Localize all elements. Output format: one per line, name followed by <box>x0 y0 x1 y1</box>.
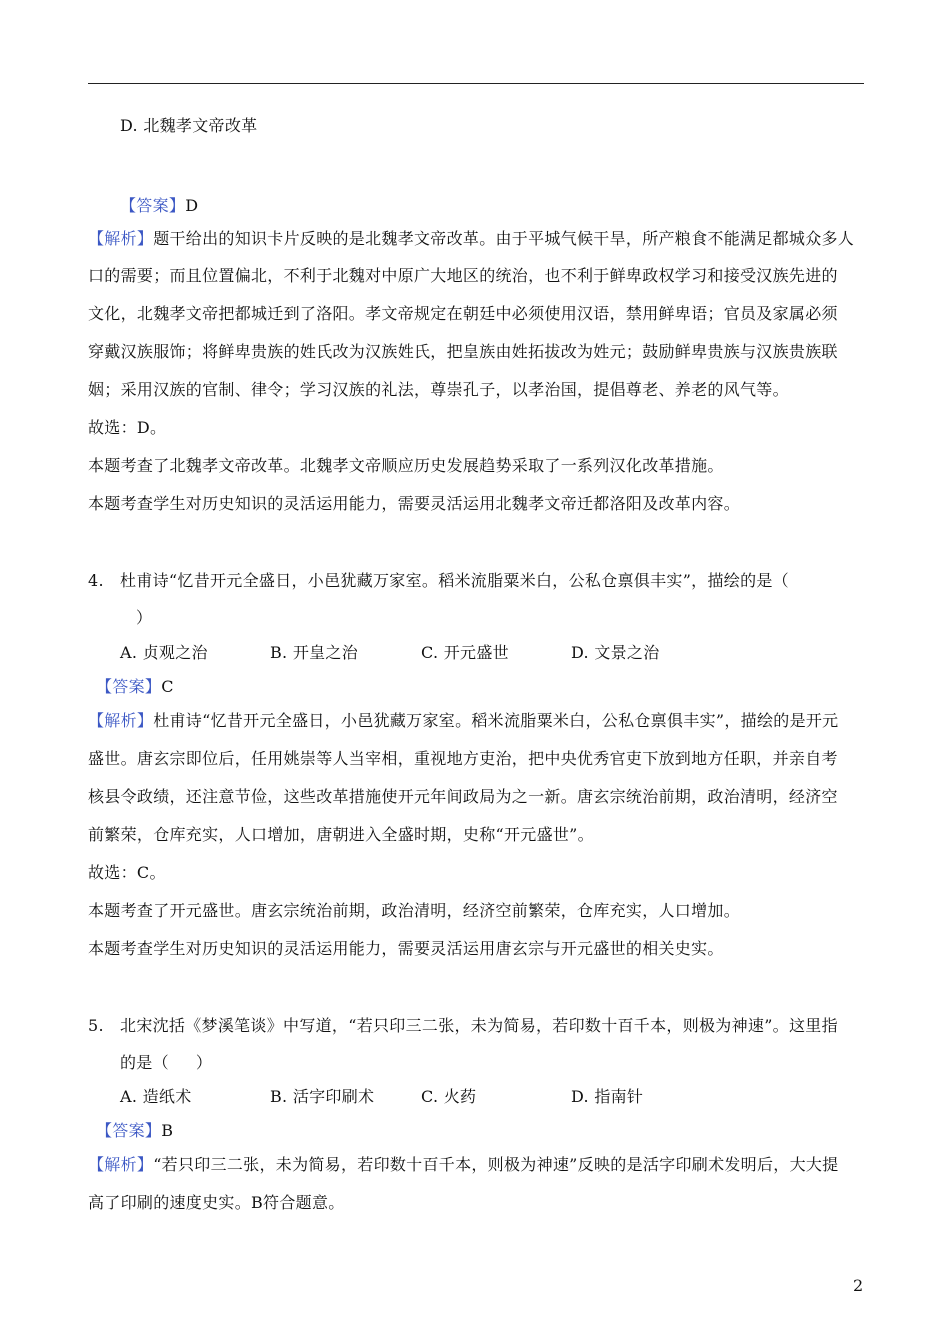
q5-option-a: A. 造纸术 <box>120 1087 192 1106</box>
q5-stem: 5. 北宋沈括《梦溪笔谈》中写道，“若只印三二张，未为简易，若印数十百千本，则极为神速”。这里指 <box>88 1016 838 1035</box>
analysis-tag: 【解析】 <box>88 711 154 730</box>
q3-analysis-line: 口的需要；而且位置偏北，不利于北魏对中原广大地区的统治，也不利于鲜卑政权学习和接受汉族先进的 <box>88 266 838 285</box>
analysis-tag: 【解析】 <box>88 229 154 248</box>
analysis-text: “若只印三二张，未为简易，若印数十百千本，则极为神速”反映的是活字印刷术发明后，大大提 <box>153 1155 839 1174</box>
q5-answer <box>96 1121 173 1141</box>
analysis-text: 题干给出的知识卡片反映的是北魏孝文帝改革。由于平城气候干旱，所产粮食不能满足都城众多人 <box>153 229 855 248</box>
q3-answer <box>120 196 198 216</box>
q3-summary: 本题考查了北魏孝文帝改革。北魏孝文帝顺应历史发展趋势采取了一系列汉化改革措施。 <box>88 456 724 475</box>
analysis-tag: 【解析】 <box>88 1155 154 1174</box>
answer-value: D <box>185 196 199 215</box>
answer-value: B <box>161 1121 174 1140</box>
q3-choose: 故选：D。 <box>88 418 167 437</box>
q5-option-c: C. 火药 <box>421 1087 477 1106</box>
q4-analysis-line: 前繁荣，仓库充实，人口增加，唐朝进入全盛时期，史称“开元盛世”。 <box>88 825 594 844</box>
answer-tag: 【答案】 <box>120 196 186 215</box>
q3-analysis-line <box>88 229 854 249</box>
q4-choose: 故选：C。 <box>88 863 166 882</box>
q3-summary: 本题考查学生对历史知识的灵活运用能力，需要灵活运用北魏孝文帝迁都洛阳及改革内容。 <box>88 494 741 513</box>
q4-stem-cont: ） <box>136 608 153 627</box>
q4-summary: 本题考查了开元盛世。唐玄宗统治前期，政治清明，经济空前繁荣，仓库充实，人口增加。 <box>88 901 741 920</box>
q5-analysis-line: 高了印刷的速度史实。B符合题意。 <box>88 1193 345 1212</box>
q4-analysis-line <box>88 711 838 731</box>
q3-analysis-line: 文化，北魏孝文帝把都城迁到了洛阳。孝文帝规定在朝廷中必须使用汉语，禁用鲜卑语；官员及家属必须 <box>88 304 838 323</box>
q4-option-d: D. 文景之治 <box>571 643 660 662</box>
q4-summary: 本题考查学生对历史知识的灵活运用能力，需要灵活运用唐玄宗与开元盛世的相关史实。 <box>88 939 724 958</box>
q4-analysis-line: 核县令政绩，还注意节俭，这些改革措施使开元年间政局为之一新。唐玄宗统治前期，政治清明，经济空 <box>88 787 838 806</box>
header-rule <box>88 83 864 84</box>
q5-stem-cont: 的是（ ） <box>120 1053 213 1072</box>
q4-option-b: B. 开皇之治 <box>270 643 359 662</box>
q4-analysis-line: 盛世。唐玄宗即位后，任用姚崇等人当宰相，重视地方吏治，把中央优秀官吏下放到地方任职，并亲自考 <box>88 749 838 768</box>
q5-analysis-line <box>88 1155 838 1175</box>
answer-tag: 【答案】 <box>96 1121 162 1140</box>
q4-stem: 4. 杜甫诗“忆昔开元全盛日，小邑犹藏万家室。稻米流脂粟米白，公私仓禀俱丰实”，描绘的是（ <box>88 571 789 590</box>
answer-value: C <box>161 677 174 696</box>
analysis-text: 杜甫诗“忆昔开元全盛日，小邑犹藏万家室。稻米流脂粟米白，公私仓禀俱丰实”，描绘的是开元 <box>153 711 839 730</box>
q4-option-c: C. 开元盛世 <box>421 643 509 662</box>
q4-answer <box>96 677 174 697</box>
page-number: 2 <box>853 1276 864 1295</box>
answer-tag: 【答案】 <box>96 677 162 696</box>
q4-option-a: A. 贞观之治 <box>120 643 208 662</box>
q3-option-d: D. 北魏孝文帝改革 <box>120 116 258 135</box>
q3-analysis-line: 姻；采用汉族的官制、律令；学习汉族的礼法，尊崇孔子，以孝治国，提倡尊老、养老的风气等。 <box>88 380 789 399</box>
q3-analysis-line: 穿戴汉族服饰；将鲜卑贵族的姓氏改为汉族姓氏，把皇族由姓拓拔改为姓元；鼓励鲜卑贵族与汉族贵族联 <box>88 342 838 361</box>
q5-option-d: D. 指南针 <box>571 1087 644 1106</box>
q5-option-b: B. 活字印刷术 <box>270 1087 375 1106</box>
